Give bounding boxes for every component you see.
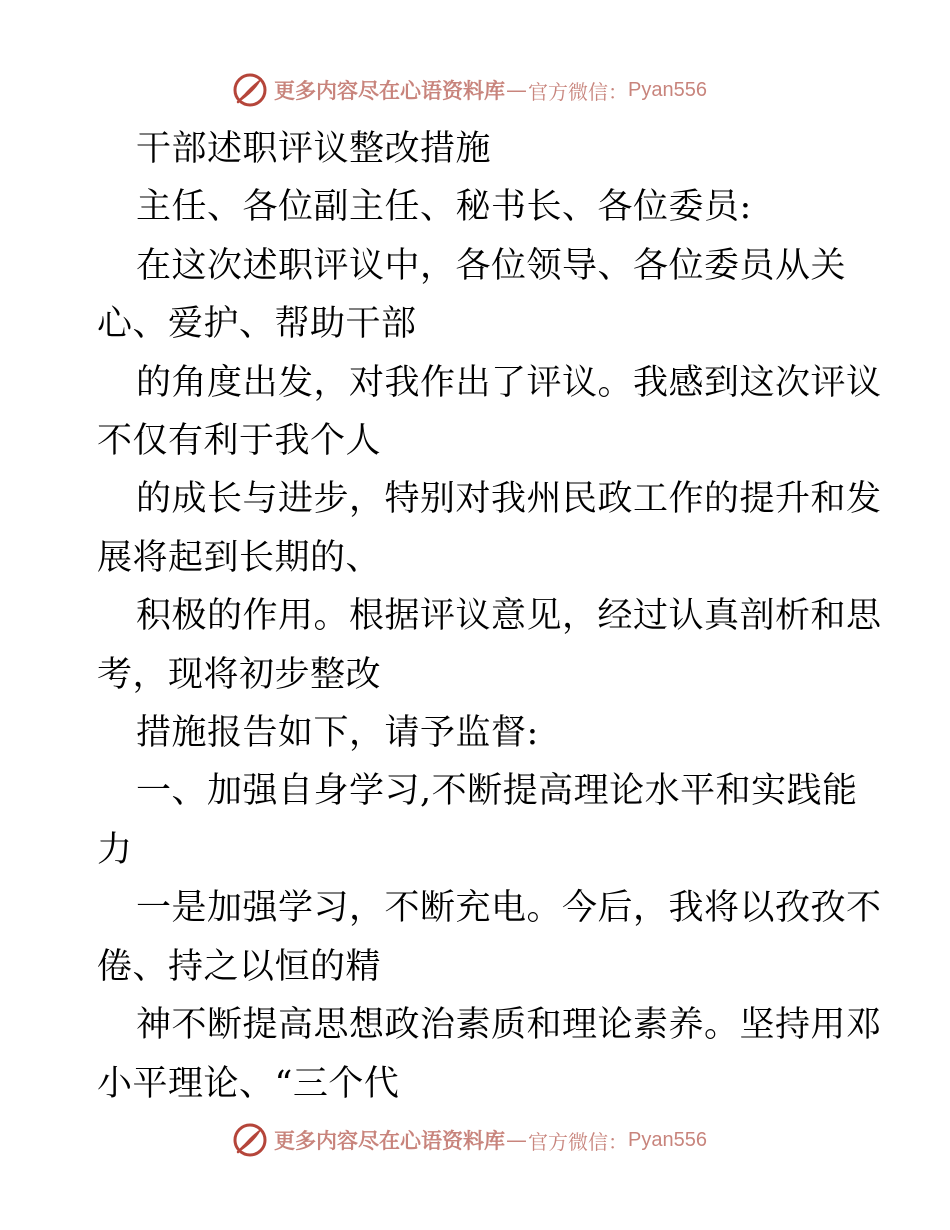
watermark-brand: 更多内容尽在心语资料库: [274, 1128, 505, 1153]
watermark-label: 官方微信：: [528, 1129, 628, 1154]
salutation: 主任、各位副主任、秘书长、各位委员:: [136, 187, 752, 228]
watermark-brand: 更多内容尽在心语资料库: [274, 78, 505, 103]
text-line: 措施报告如下，请予监督:: [136, 713, 539, 754]
quill-logo-icon: [232, 1122, 268, 1158]
document-body: [97, 120, 882, 1113]
text-line: 不仅有利于我个人: [97, 421, 382, 462]
quill-logo-icon: [232, 72, 268, 108]
watermark-wechat-id: Pyan556: [628, 78, 707, 101]
text-line: 积极的作用。根据评议意见，经过认真剖析和思: [136, 596, 882, 637]
text-line: 在这次述职评议中，各位领导、各位委员从关: [136, 245, 847, 286]
watermark-label: 官方微信：: [528, 79, 628, 104]
watermark-dash: —: [506, 1128, 527, 1152]
text-line: 神不断提高思想政治素质和理论素养。坚持用邓: [136, 1005, 882, 1046]
text-line: 小平理论、“三个代: [97, 1063, 400, 1104]
text-line: 力: [97, 829, 133, 870]
text-line: 考，现将初步整改: [97, 654, 382, 695]
text-line: 的角度出发，对我作出了评议。我感到这次评议: [136, 362, 882, 403]
document-title: 干部述职评议整改措施: [136, 129, 492, 169]
section-heading: 一、加强自身学习,不断提高理论水平和实践能: [136, 771, 858, 812]
text-line: 的成长与进步，特别对我州民政工作的提升和发: [136, 479, 882, 520]
text-line: 展将起到长期的、: [97, 537, 382, 578]
text-line: 心、爱护、帮助干部: [97, 304, 417, 345]
watermark-dash: —: [506, 78, 527, 102]
footer-watermark: [232, 1120, 707, 1160]
text-line: 一是加强学习，不断充电。今后，我将以孜孜不: [136, 888, 882, 929]
text-line: 倦、持之以恒的精: [97, 946, 382, 987]
watermark-wechat-id: Pyan556: [628, 1128, 707, 1151]
header-watermark: [232, 70, 707, 110]
